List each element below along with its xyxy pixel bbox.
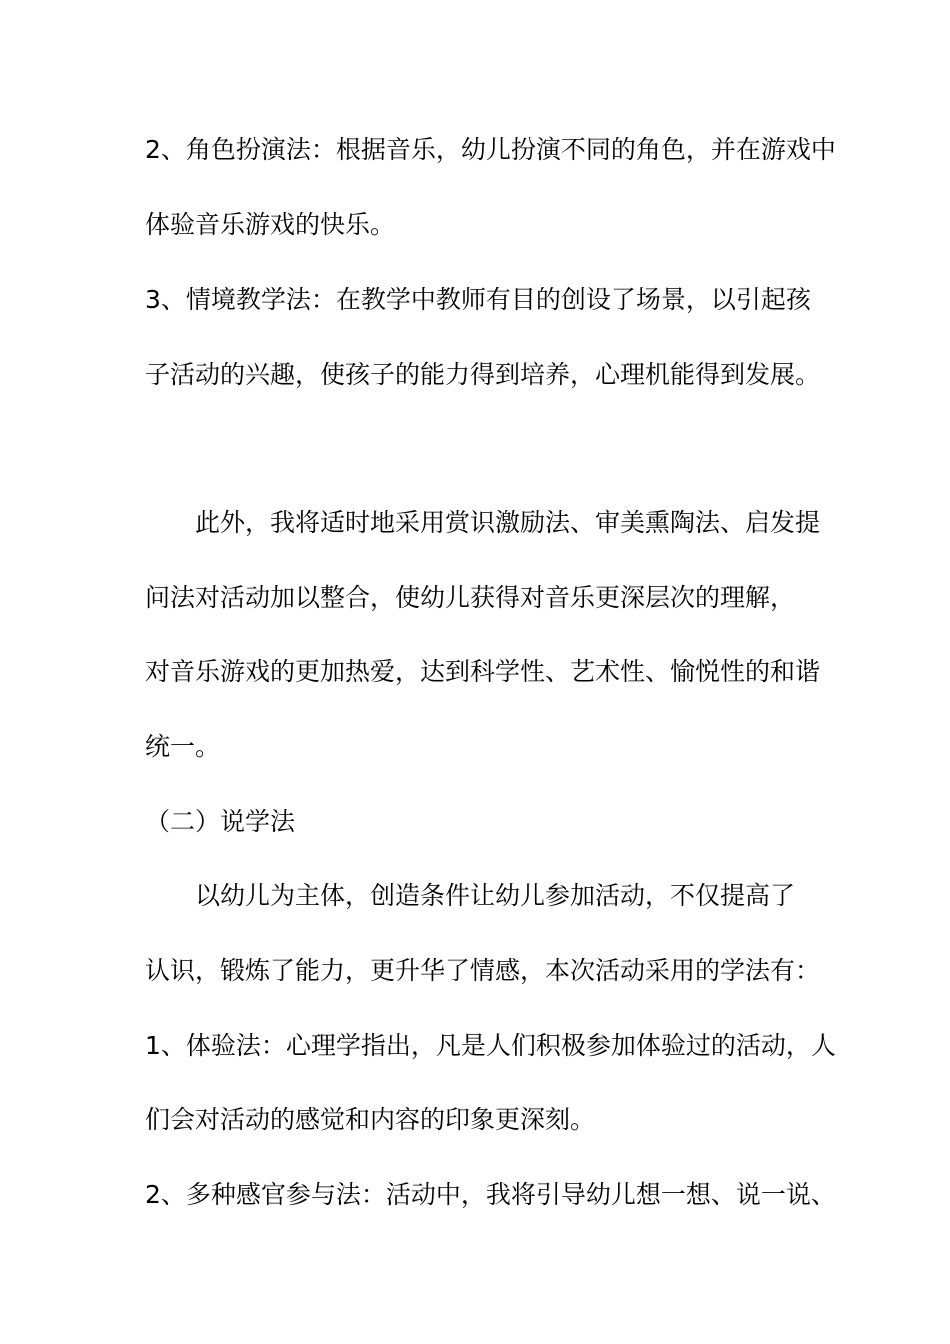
- paragraph-line: 们会对活动的感觉和内容的印象更深刻。: [145, 1105, 596, 1134]
- paragraph-line-experience-method: 1、体验法：心理学指出，凡是人们积极参加体验过的活动，人: [145, 1031, 836, 1060]
- paragraph-line-additional-methods: 此外，我将适时地采用赏识激励法、审美熏陶法、启发提: [195, 508, 821, 537]
- paragraph-line: 体验音乐游戏的快乐。: [145, 210, 396, 239]
- paragraph-line-multi-sensory-method: 2、多种感官参与法：活动中，我将引导幼儿想一想、说一说、: [145, 1180, 836, 1209]
- paragraph-line-child-centered: 以幼儿为主体，创造条件让幼儿参加活动，不仅提高了: [195, 881, 796, 910]
- paragraph-line: 认识，锻炼了能力，更升华了情感，本次活动采用的学法有：: [145, 956, 821, 985]
- paragraph-line: 子活动的兴趣，使孩子的能力得到培养，心理机能得到发展。: [145, 360, 821, 389]
- paragraph-line: 问法对活动加以整合，使幼儿获得对音乐更深层次的理解，: [145, 583, 796, 612]
- paragraph-line-situational-teaching: 3、情境教学法：在教学中教师有目的创设了场景，以引起孩: [145, 285, 811, 314]
- section-heading-learning-methods: （二）说学法: [145, 807, 296, 836]
- paragraph-line-role-play-method: 2、角色扮演法：根据音乐，幼儿扮演不同的角色，并在游戏中: [145, 135, 836, 164]
- paragraph-line: 统一。: [145, 732, 221, 761]
- paragraph-line: 对音乐游戏的更加热爱，达到科学性、艺术性、愉悦性的和谐: [145, 657, 821, 686]
